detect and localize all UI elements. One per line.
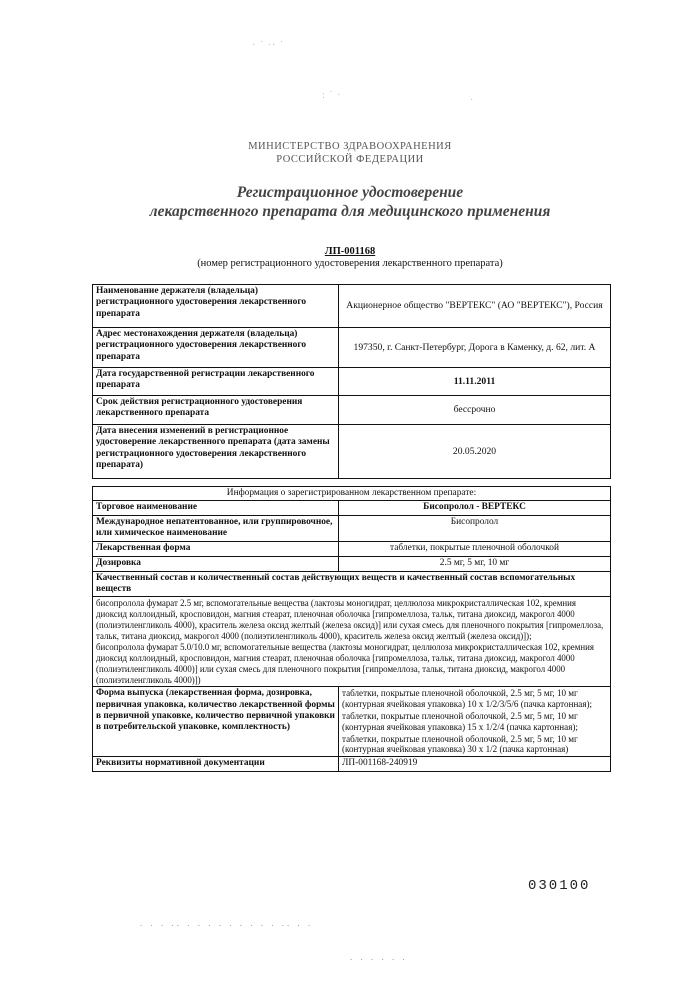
release-form-label: Форма выпуска (лекарственная форма, дозировка, первичная упаковка, количество лекарственной формы в первичной упаковке, количество первичной упаковки в потребительской упаковке, комплектность) [93, 687, 339, 757]
title-line1: Регистрационное удостоверение [236, 184, 464, 201]
table-row [93, 425, 611, 479]
table-row [93, 285, 611, 328]
scan-noise: · ˙ ·· ˙ [252, 40, 285, 51]
table-row [93, 501, 611, 515]
composition-variant-5-10: бисопролола фумарат 5.0/10.0 мг, вспомогательные вещества (лактозы моногидрат, целлюлоза микрокристаллическая 102, кремния диоксид коллоидный, кросповидон, магния стеарат, пленочная оболочка [гипромеллоза, тальк, титана диоксид, макрогол 4000 (полиэтиленгликоль 4000)] или сухая смесь для пленочного покрытия [гипромеллоза, тальк, титана диоксид, макрогол 4000 (полиэтиленгликоль 4000)]) [96, 641, 594, 685]
docs-value: ЛП-001168-240919 [339, 757, 611, 771]
dosage-form-label: Лекарственная форма [93, 541, 339, 556]
release-variant: таблетки, покрытые пленочной оболочкой, 2.5 мг, 5 мг, 10 мг (контурная ячейковая упаковка) 30 х 1/2 (пачка картонная) [342, 733, 578, 755]
drug-info-heading: Информация о зарегистрированном лекарственном препарате: [93, 487, 611, 501]
inn-value: Бисопролол [339, 515, 611, 541]
composition-variant-2-5: бисопролола фумарат 2.5 мг, вспомогательные вещества (лактозы моногидрат, целлюлоза микрокристаллическая 102, кремния диоксид коллоидный, кросповидон, магния стеарат, пленочная оболочка [гипромеллоза, тальк, титана диоксид, макрогол 4000 (полиэтиленгликоль 4000), краситель железа оксид желтый (железа оксид)] или сухая смесь для пленочного покрытия [гипромеллоза, тальк, титана диоксид, макрогол 4000 (полиэтиленгликоль 4000), краситель железа оксид желтый (железа оксид)]); [96, 598, 604, 641]
ministry-line1: МИНИСТЕРСТВО ЗДРАВООХРАНЕНИЯ [248, 141, 452, 152]
holder-table [92, 284, 611, 479]
dosage-form-value: таблетки, покрытые пленочной оболочкой [339, 541, 611, 556]
certificate-title [0, 183, 700, 221]
table-row [93, 328, 611, 368]
table-row [93, 556, 611, 571]
table-row [93, 541, 611, 556]
trade-name-label: Торговое наименование [93, 501, 339, 515]
registration-date-value: 11.11.2011 [339, 368, 611, 396]
composition-heading: Качественный состав и количественный состав действующих веществ и качественный состав вспомогательных веществ [93, 571, 611, 597]
holder-address-label: Адрес местонахождения держателя (владельца) регистрационного удостоверения лекарственного препарата [93, 328, 339, 368]
ministry-heading [0, 140, 700, 166]
scan-noise: . . . . . . [350, 952, 408, 962]
release-form-value [339, 687, 611, 757]
composition-text [93, 597, 611, 687]
table-row [93, 687, 611, 757]
trade-name-value: Бисопролол - ВЕРТЕКС [339, 501, 611, 515]
docs-label: Реквизиты нормативной документации [93, 757, 339, 771]
registration-number: ЛП-001168 [324, 246, 376, 257]
registration-date-label: Дата государственной регистрации лекарственного препарата [93, 368, 339, 396]
table-row [93, 487, 611, 501]
dosage-value: 2.5 мг, 5 мг, 10 мг [339, 556, 611, 571]
ministry-line2: РОССИЙСКОЙ ФЕДЕРАЦИИ [276, 154, 424, 165]
scan-noise: . . . .. . . . . . . . . . .. . . [140, 918, 314, 928]
form-number-stamp: 030100 [528, 878, 591, 894]
holder-name-label: Наименование держателя (владельца) регистрационного удостоверения лекарственного препарата [93, 285, 339, 328]
holder-address-value: 197350, г. Санкт-Петербург, Дорога в Каменку, д. 62, лит. А [339, 328, 611, 368]
validity-label: Срок действия регистрационного удостоверения лекарственного препарата [93, 396, 339, 425]
table-row [93, 571, 611, 597]
table-row [93, 757, 611, 771]
change-date-value: 20.05.2020 [339, 425, 611, 479]
holder-name-value: Акционерное общество "ВЕРТЕКС" (АО "ВЕРТЕКС"), Россия [339, 285, 611, 328]
title-line2: лекарственного препарата для медицинского применения [149, 203, 551, 220]
table-row [93, 515, 611, 541]
table-row [93, 396, 611, 425]
change-date-label: Дата внесения изменений в регистрационное удостоверение лекарственного препарата (дата замены регистрационного удостоверения лекарственного препарата) [93, 425, 339, 479]
drug-info-table [92, 486, 611, 772]
registration-number-caption: (номер регистрационного удостоверения лекарственного препарата) [197, 258, 503, 269]
release-variant: таблетки, покрытые пленочной оболочкой, 2.5 мг, 5 мг, 10 мг (контурная ячейковая упаковка) 15 х 1/2/4 (пачка картонная); [342, 711, 578, 732]
validity-value: бессрочно [339, 396, 611, 425]
release-variant: таблетки, покрытые пленочной оболочкой, 2.5 мг, 5 мг, 10 мг (контурная ячейковая упаковка) 10 х 1/2/3/5/6 (пачка картонная); [342, 688, 593, 710]
scan-noise: : ˙ · [322, 90, 342, 101]
inn-label: Международное непатентованное, или группировочное, или химическое наименование [93, 515, 339, 541]
table-row [93, 597, 611, 687]
table-row [93, 368, 611, 396]
dosage-label: Дозировка [93, 556, 339, 571]
scan-noise: · [470, 95, 475, 106]
